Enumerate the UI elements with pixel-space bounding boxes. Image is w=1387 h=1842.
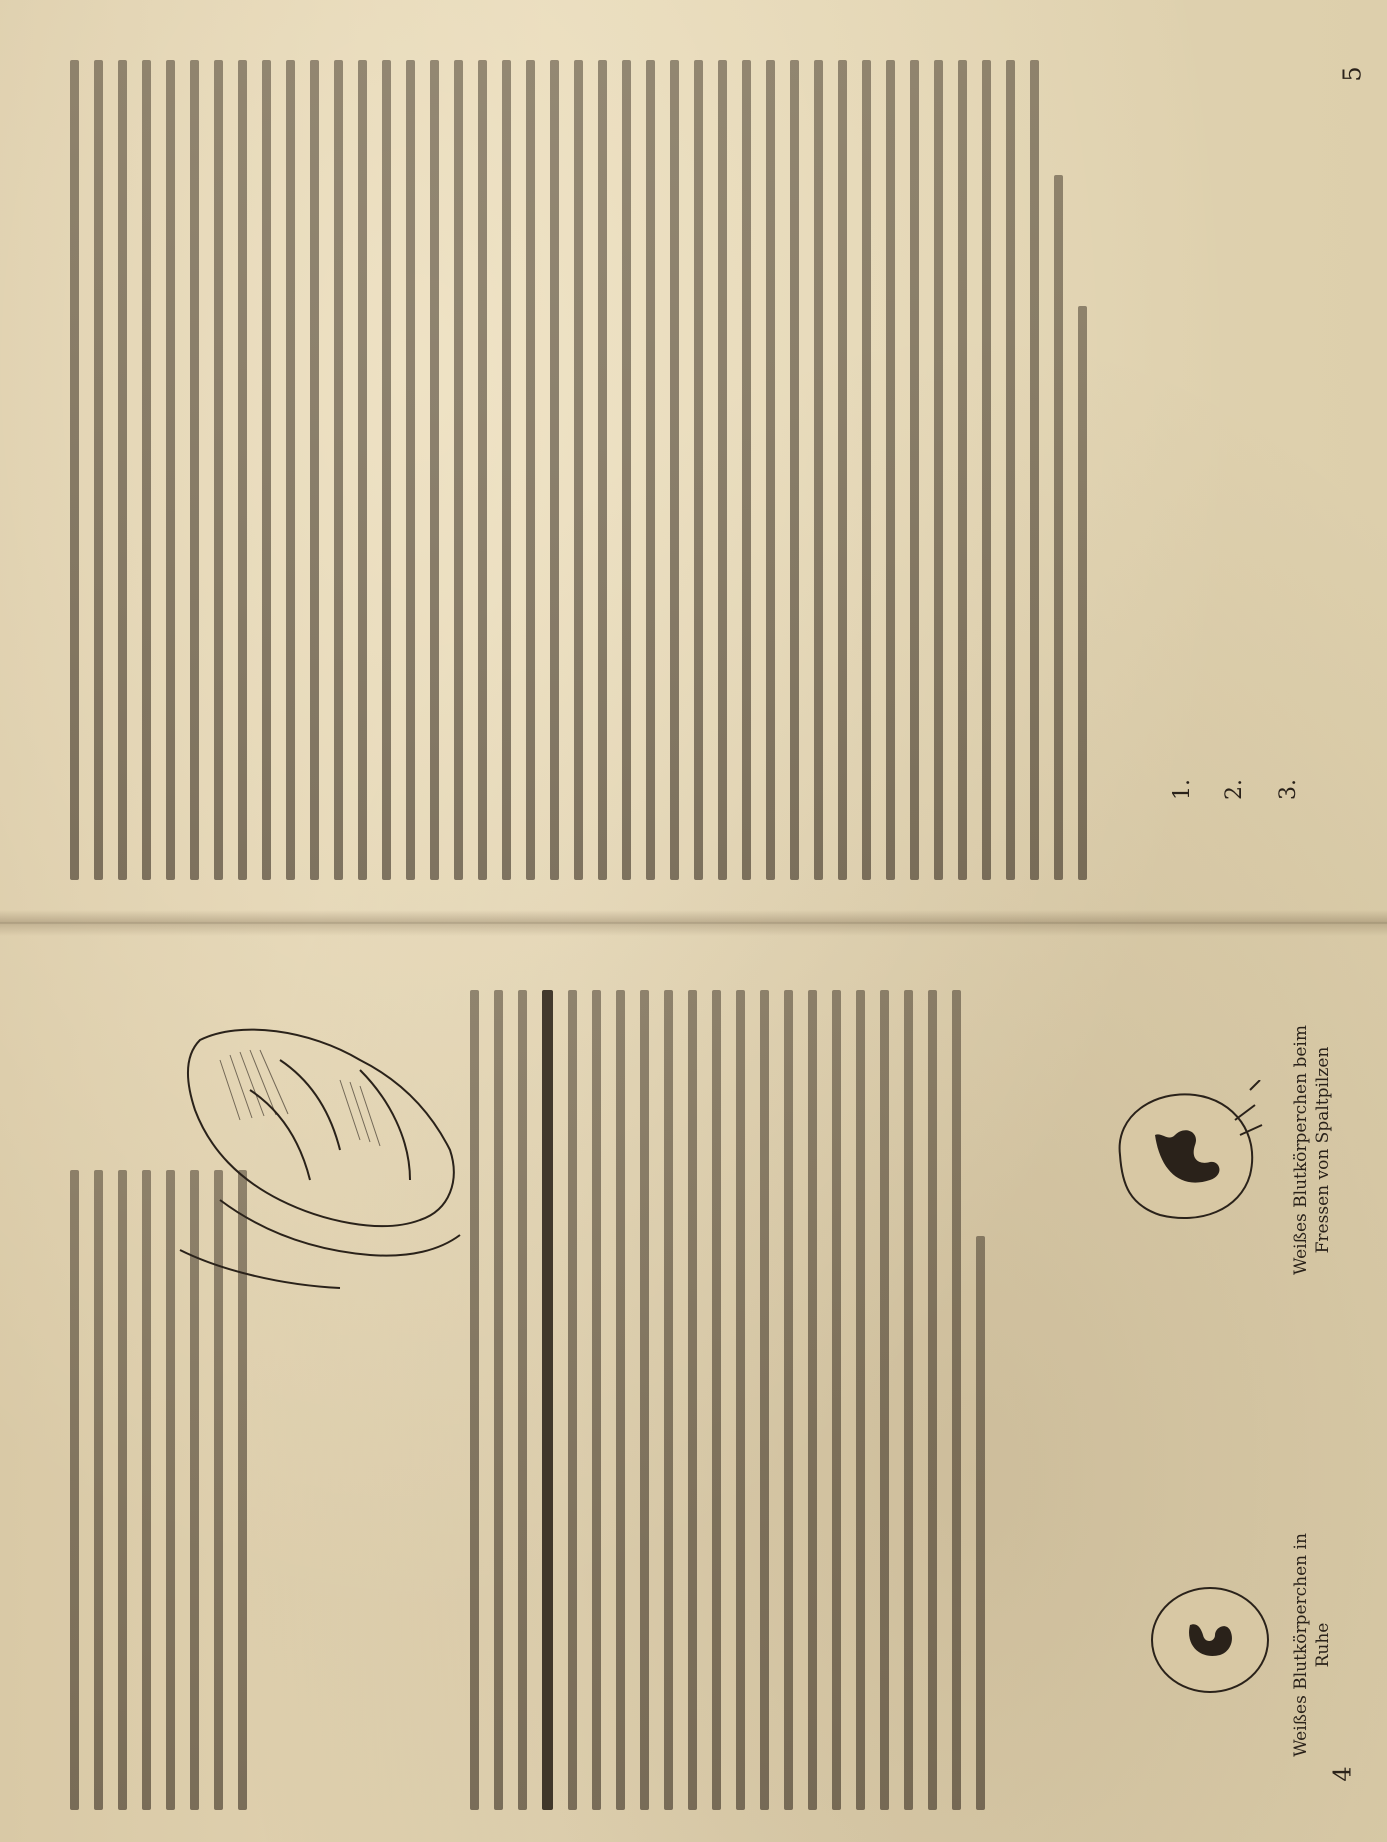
caption-cell-eating: Weißes Blutkörperchen beim Fressen von Spaltpilzen — [1291, 1025, 1333, 1275]
blood-cell-eating-illustration — [1100, 1080, 1270, 1230]
blood-cell-rest-illustration — [1145, 1580, 1275, 1700]
list-number-1: 1. — [1170, 779, 1195, 800]
body-text-page-4-main — [470, 990, 1000, 1810]
list-number-3: 3. — [1276, 779, 1301, 800]
page-number-4: 4 — [1328, 1766, 1357, 1782]
page-5 — [0, 0, 1387, 920]
list-number-2: 2. — [1222, 779, 1247, 800]
page-number-5: 5 — [1338, 66, 1367, 82]
body-text-page-5 — [70, 60, 1102, 880]
caption-cell-rest: Weißes Blutkörperchen in Ruhe — [1291, 1533, 1333, 1757]
hands-illustration — [160, 1000, 490, 1300]
page-4 — [0, 930, 1387, 1842]
